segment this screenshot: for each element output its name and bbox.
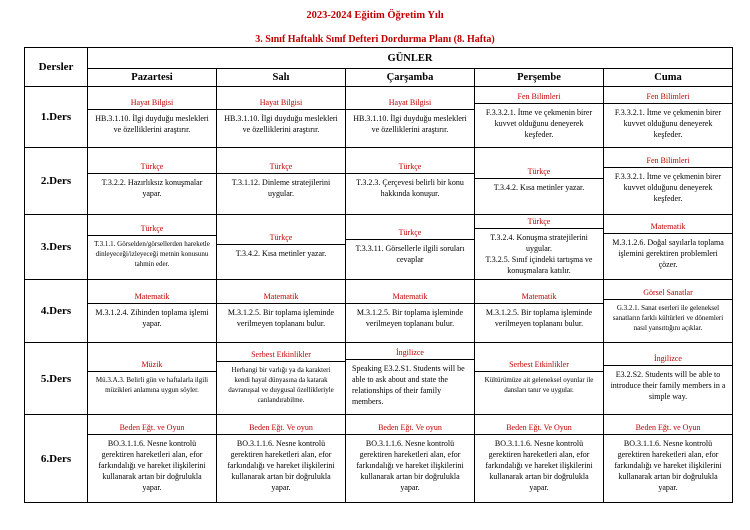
table-row — [25, 343, 733, 415]
day-header-wednesday: Çarşamba — [346, 69, 475, 87]
lesson-text: Herhangi bir varlığı ya da karakteri kendi hayal dünyasına da katarak davranışsal ve duygusal özellikleriyle canlandırabilme. — [228, 366, 334, 404]
lesson-cell — [88, 87, 217, 148]
lesson-text: BO.3.1.1.6. Nesne kontrolü gerektiren hareketleri alan, efor farkındalığı ve hareket ilişkilerini kullanarak artan bir doğrulukla yapar. — [227, 438, 335, 492]
lesson-cell — [475, 87, 604, 148]
table-row — [25, 87, 733, 148]
lesson-cell — [217, 343, 346, 415]
lesson-label: 3.Ders — [25, 215, 88, 280]
subject-label: Türkçe — [346, 227, 474, 240]
lesson-text: Kültürümüze ait geleneksel oyunlar ile dansları tanır ve uygular. — [484, 376, 594, 394]
lesson-cell — [346, 280, 475, 343]
lesson-text: M.3.1.2.4. Zihinden toplama işlemi yapar. — [95, 307, 209, 328]
lesson-text: HB.3.1.10. İlgi duyduğu meslekleri ve özelliklerini araştırır. — [224, 113, 338, 134]
lesson-text: T.3.4.2. Kısa metinler yazar. — [235, 249, 327, 258]
table-row — [25, 215, 733, 280]
lesson-text: G.3.2.1. Sanat eserleri ile geleneksel sanatların farklı kültürleri ve dönemleri nasıl yansıttığını açıklar. — [612, 303, 724, 332]
subject-label: Türkçe — [88, 223, 216, 236]
table-row — [25, 280, 733, 343]
lesson-text: F.3.3.2.1. İtme ve çekmenin birer kuvvet olduğunu deneyerek keşfeder. — [614, 172, 722, 203]
lesson-cell — [475, 280, 604, 343]
subject-label: Matematik — [475, 291, 603, 304]
lesson-text: BO.3.1.1.6. Nesne kontrolü gerektiren hareketleri alan, efor farkındalığı ve hareket ilişkilerini kullanarak artan bir doğrulukla yapar. — [614, 438, 722, 492]
lesson-label: 2.Ders — [25, 148, 88, 215]
lesson-text: Mü.3.A.3. Belirli gün ve haftalarla ilgili müzikleri anlamına uygun söyler. — [95, 376, 209, 394]
subject-label: Türkçe — [475, 216, 603, 229]
subject-label: Hayat Bilgisi — [88, 97, 216, 110]
subject-label: Türkçe — [346, 161, 474, 174]
day-header-tuesday: Salı — [217, 69, 346, 87]
subject-label: Türkçe — [217, 161, 345, 174]
lesson-cell — [217, 280, 346, 343]
subject-label: Beden Eğt. Ve Oyun — [475, 422, 603, 435]
lesson-cell — [346, 148, 475, 215]
gunler-header: GÜNLER — [88, 48, 733, 69]
lesson-cell — [88, 343, 217, 415]
lesson-cell — [604, 148, 733, 215]
subject-label: Fen Bilimleri — [604, 155, 732, 168]
subject-label: Beden Eğt. ve Oyun — [604, 422, 732, 435]
lesson-cell — [346, 415, 475, 503]
lesson-cell — [604, 415, 733, 503]
lesson-text: T.3.2.3. Çerçevesi belirli bir konu hakkında konuşur. — [356, 177, 464, 198]
lesson-cell — [346, 87, 475, 148]
header-row-top — [25, 48, 733, 69]
subject-label: Matematik — [346, 291, 474, 304]
lesson-cell — [604, 343, 733, 415]
lesson-text: T.3.2.4. Konuşma stratejilerini uygular. — [490, 232, 588, 253]
lesson-cell — [217, 87, 346, 148]
lesson-label: 4.Ders — [25, 280, 88, 343]
lesson-cell — [475, 215, 604, 280]
lesson-text: BO.3.1.1.6. Nesne kontrolü gerektiren hareketleri alan, efor farkındalığı ve hareket ilişkilerini kullanarak artan bir doğrulukla yapar. — [485, 438, 593, 492]
lesson-text: T.3.2.2. Hazırlıksız konuşmalar yapar. — [101, 177, 203, 198]
lesson-cell — [604, 215, 733, 280]
subject-label: Hayat Bilgisi — [346, 97, 474, 110]
lesson-label: 1.Ders — [25, 87, 88, 148]
subject-label: İngilizce — [346, 347, 474, 360]
subject-label: Matematik — [217, 291, 345, 304]
subject-label: Fen Bilimleri — [475, 91, 603, 104]
lesson-text: T.3.1.12. Dinleme stratejilerini uygular. — [231, 177, 331, 198]
lesson-cell — [475, 148, 604, 215]
subject-label: İngilizce — [604, 353, 732, 366]
lesson-cell — [88, 280, 217, 343]
lesson-label: 5.Ders — [25, 343, 88, 415]
table-row — [25, 415, 733, 503]
subject-label: Beden Eğt. ve Oyun — [88, 422, 216, 435]
lesson-text: Speaking E3.2.S1. Students will be able to ask about and state the relationships of their family members. — [352, 364, 465, 406]
subject-label: Görsel Sanatlar — [604, 287, 732, 300]
subject-label: Müzik — [88, 359, 216, 372]
lesson-text: E3.2.S2. Students will be able to introduce their family members in a simple way. — [610, 369, 726, 401]
subject-label: Matematik — [88, 291, 216, 304]
table-row — [25, 148, 733, 215]
subject-label: Türkçe — [217, 232, 345, 245]
header-row-days — [25, 69, 733, 87]
lesson-cell — [475, 415, 604, 503]
day-header-thursday: Perşembe — [475, 69, 604, 87]
subject-label: Hayat Bilgisi — [217, 97, 345, 110]
lesson-text: BO.3.1.1.6. Nesne kontrolü gerektiren hareketleri alan, efor farkındalığı ve hareket ilişkilerini kullanarak artan bir doğrulukla yapar. — [98, 438, 206, 492]
lesson-text: M.3.1.2.6. Doğal sayılarla toplama işlemini gerektiren problemleri çözer. — [612, 238, 724, 269]
lesson-cell — [604, 87, 733, 148]
lesson-cell — [88, 148, 217, 215]
document-subtitle: 3. Sınıf Haftalık Sınıf Defteri Dordurma Planı (8. Hafta) — [255, 34, 495, 45]
weekly-plan-table — [24, 47, 733, 503]
lesson-cell — [604, 280, 733, 343]
lesson-label: 6.Ders — [25, 415, 88, 503]
lesson-cell — [346, 343, 475, 415]
lesson-cell — [217, 415, 346, 503]
subject-label: Matematik — [604, 221, 732, 234]
lesson-text-secondary: T.3.2.5. Sınıf içindeki tartışma ve konuşmalara katılır. — [485, 254, 593, 275]
subject-label: Fen Bilimleri — [604, 91, 732, 104]
day-header-friday: Cuma — [604, 69, 733, 87]
day-header-monday: Pazartesi — [88, 69, 217, 87]
lesson-text: F.3.3.2.1. İtme ve çekmenin birer kuvvet olduğunu deneyerek keşfeder. — [614, 108, 722, 139]
subject-label: Beden Eğt. Ve oyun — [346, 422, 474, 435]
lesson-text: M.3.1.2.5. Bir toplama işleminde verilmeyen toplananı bulur. — [227, 307, 335, 328]
dersler-header: Dersler — [25, 48, 88, 87]
lesson-text: HB.3.1.10. İlgi duyduğu meslekleri ve özelliklerini araştırır. — [95, 113, 209, 134]
lesson-cell — [475, 343, 604, 415]
subject-label: Türkçe — [475, 166, 603, 179]
lesson-cell — [88, 215, 217, 280]
lesson-text: F.3.3.2.1. İtme ve çekmenin birer kuvvet olduğunu deneyerek keşfeder. — [485, 108, 593, 139]
lesson-text: M.3.1.2.5. Bir toplama işleminde verilmeyen toplananı bulur. — [485, 307, 593, 328]
lesson-cell — [346, 215, 475, 280]
lesson-text: M.3.1.2.5. Bir toplama işleminde verilmeyen toplananı bulur. — [356, 307, 464, 328]
lesson-text: HB.3.1.10. İlgi duyduğu meslekleri ve özelliklerini araştırır. — [353, 113, 467, 134]
lesson-text: T.3.4.2. Kısa metinler yazar. — [493, 183, 585, 192]
subject-label: Serbest Etkinlikler — [475, 359, 603, 372]
lesson-text: T.3.1.1. Görselden/görsellerden hareketle dinleyeceği/izleyeceği metnin konusunu tahmin eder. — [94, 239, 210, 268]
lesson-cell — [217, 148, 346, 215]
lesson-cell — [217, 215, 346, 280]
lesson-text: T.3.3.11. Görsellerle ilgili soruları cevaplar — [355, 243, 465, 264]
lesson-cell — [88, 415, 217, 503]
subject-label: Serbest Etkinlikler — [217, 349, 345, 362]
lesson-text: BO.3.1.1.6. Nesne kontrolü gerektiren hareketleri alan, efor farkındalığı ve hareket ilişkilerini kullanarak artan bir doğrulukla yapar. — [356, 438, 464, 492]
subject-label: Beden Eğt. Ve oyun — [217, 422, 345, 435]
document-title: 2023-2024 Eğitim Öğretim Yılı — [306, 10, 444, 21]
subject-label: Türkçe — [88, 161, 216, 174]
